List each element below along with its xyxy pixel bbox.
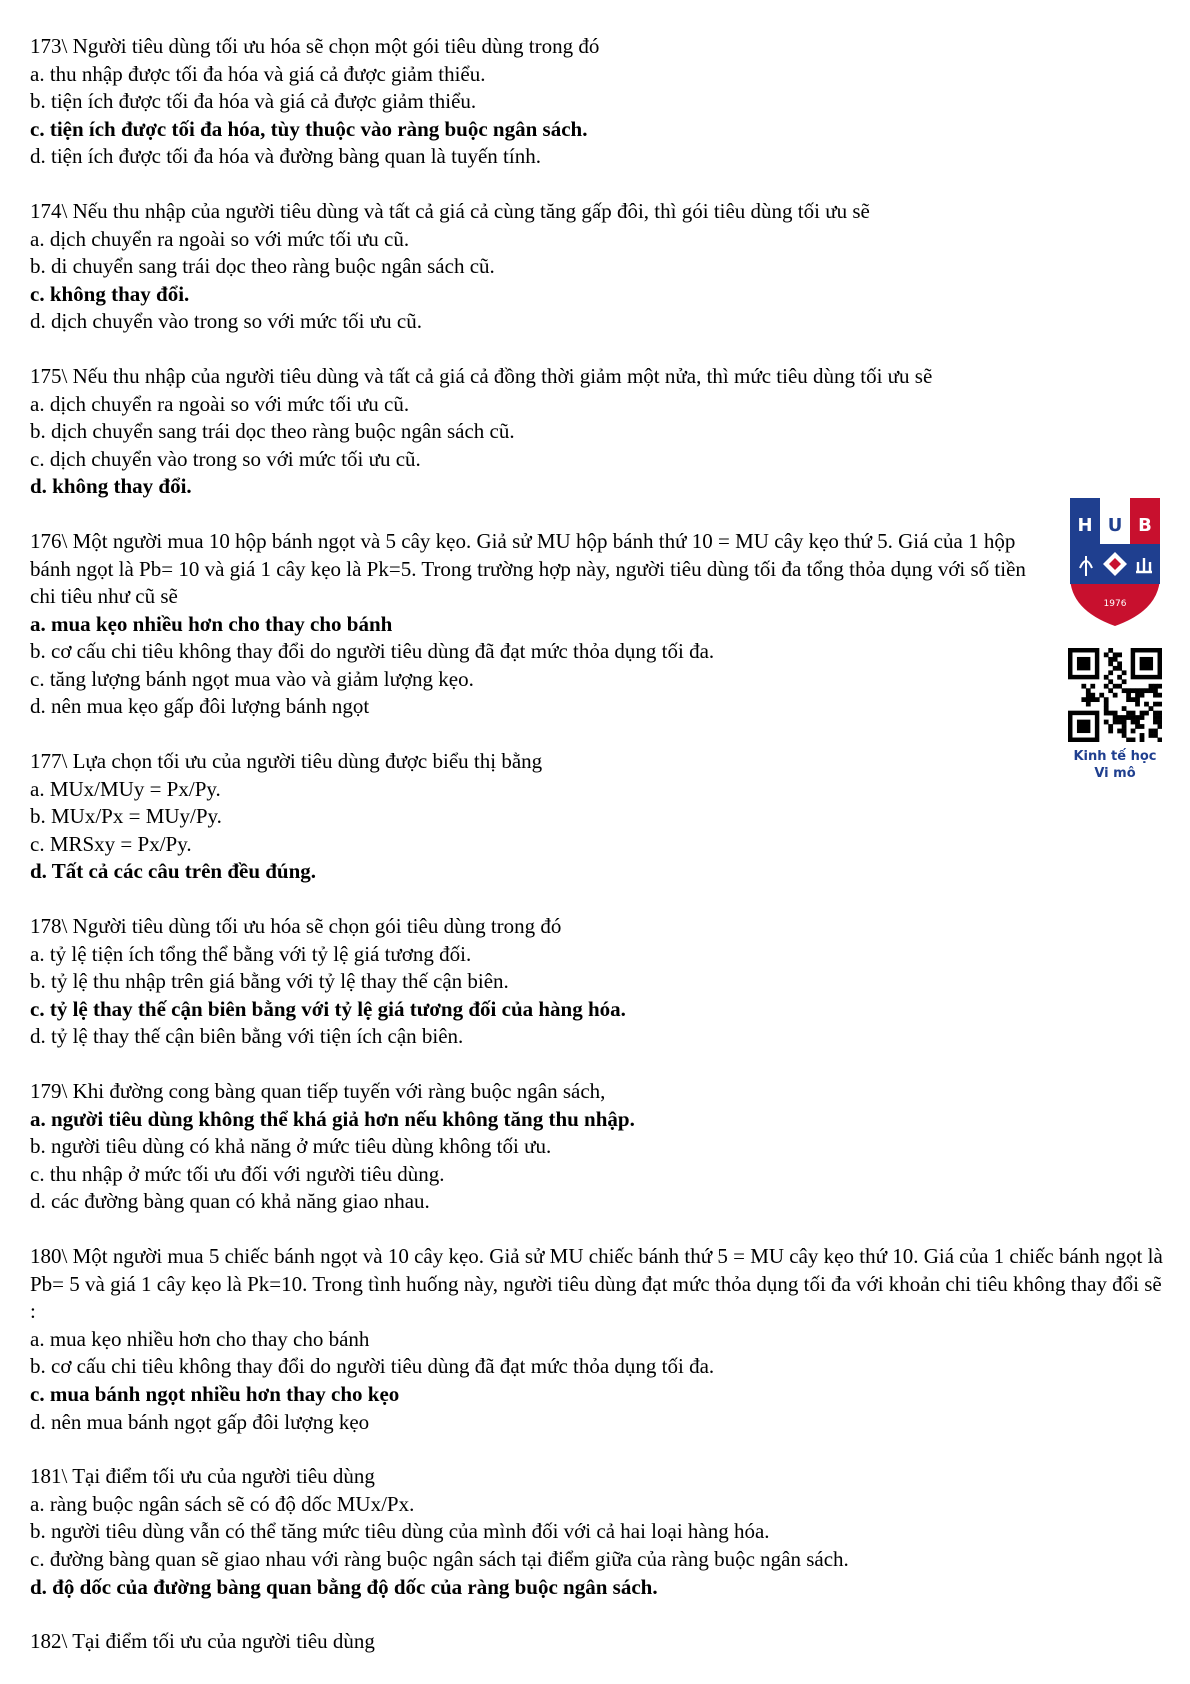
answer-option: c. tăng lượng bánh ngọt mua vào và giảm lượng kẹo. bbox=[30, 666, 474, 691]
question-block bbox=[30, 1628, 1170, 1656]
hub-badge bbox=[1060, 498, 1170, 782]
answer-option: c. thu nhập ở mức tối ưu đối với người tiêu dùng. bbox=[30, 1161, 445, 1186]
answer-option-correct: c. tỷ lệ thay thế cận biên bằng với tỷ lệ giá tương đối của hàng hóa. bbox=[30, 996, 626, 1021]
answer-option-correct: c. mua bánh ngọt nhiều hơn thay cho kẹo bbox=[30, 1381, 400, 1406]
answer-option: d. tỷ lệ thay thế cận biên bằng với tiện ích cận biên. bbox=[30, 1024, 464, 1049]
answer-option: b. cơ cấu chi tiêu không thay đổi do người tiêu dùng đã đạt mức thỏa dụng tối đa. bbox=[30, 1354, 715, 1379]
answer-option: d. nên mua bánh ngọt gấp đôi lượng kẹo bbox=[30, 1409, 370, 1434]
answer-option-correct: c. tiện ích được tối đa hóa, tùy thuộc vào ràng buộc ngân sách. bbox=[30, 116, 588, 141]
logo-year: 1976 bbox=[1103, 599, 1127, 609]
question-block bbox=[30, 198, 1170, 336]
question-block bbox=[30, 913, 1170, 1051]
answer-option: b. MUx/Px = MUy/Py. bbox=[30, 804, 222, 829]
answer-option-correct: d. độ dốc của đường bàng quan bằng độ dốc của ràng buộc ngân sách. bbox=[30, 1574, 658, 1599]
question-block bbox=[30, 1078, 1170, 1216]
answer-option: a. thu nhập được tối đa hóa và giá cả được giảm thiểu. bbox=[30, 61, 486, 86]
question-stem: 174\ Nếu thu nhập của người tiêu dùng và tất cả giá cả cùng tăng gấp đôi, thì gói tiêu dùng tối ưu sẽ bbox=[30, 198, 870, 223]
answer-option: a. ràng buộc ngân sách sẽ có độ dốc MUx/Px. bbox=[30, 1491, 415, 1516]
question-stem: 181\ Tại điểm tối ưu của người tiêu dùng bbox=[30, 1464, 375, 1489]
answer-option: b. tiện ích được tối đa hóa và giá cả được giảm thiểu. bbox=[30, 89, 477, 114]
answer-option: c. dịch chuyển vào trong so với mức tối ưu cũ. bbox=[30, 446, 421, 471]
answer-option: c. MRSxy = Px/Py. bbox=[30, 831, 192, 856]
question-block bbox=[30, 1463, 1170, 1601]
answer-option: a. dịch chuyển ra ngoài so với mức tối ưu cũ. bbox=[30, 226, 410, 251]
answer-option: c. đường bàng quan sẽ giao nhau với ràng buộc ngân sách tại điểm giữa của ràng buộc ngân sách. bbox=[30, 1546, 849, 1571]
question-stem: 182\ Tại điểm tối ưu của người tiêu dùng bbox=[30, 1629, 375, 1654]
answer-option: b. di chuyển sang trái dọc theo ràng buộc ngân sách cũ. bbox=[30, 254, 495, 279]
qr-code-icon bbox=[1068, 648, 1162, 742]
question-stem: 180\ Một người mua 5 chiếc bánh ngọt và 10 cây kẹo. Giả sử MU chiếc bánh thứ 5 = MU cây kẹo thứ 10. Giá của 1 chiếc bánh ngọt là Pb= 5 và giá 1 cây kẹo là Pk=10. Trong tình huống này, người tiêu dùng đạt mức thỏa dụng tối đa với khoản chi tiêu không thay đổi sẽ : bbox=[30, 1243, 1163, 1324]
answer-option-correct: d. Tất cả các câu trên đều đúng. bbox=[30, 859, 317, 884]
question-stem: 173\ Người tiêu dùng tối ưu hóa sẽ chọn một gói tiêu dùng trong đó bbox=[30, 34, 600, 58]
logo-letter-u: U bbox=[1107, 515, 1123, 536]
answer-option: a. dịch chuyển ra ngoài so với mức tối ưu cũ. bbox=[30, 391, 410, 416]
answer-option: a. tỷ lệ tiện ích tổng thể bằng với tỷ lệ giá tương đối. bbox=[30, 941, 472, 966]
answer-option: b. dịch chuyển sang trái dọc theo ràng buộc ngân sách cũ. bbox=[30, 419, 515, 444]
question-stem: 178\ Người tiêu dùng tối ưu hóa sẽ chọn gói tiêu dùng trong đó bbox=[30, 914, 562, 939]
badge-caption-line1: Kinh tế học bbox=[1073, 749, 1157, 764]
answer-option-correct: a. mua kẹo nhiều hơn cho thay cho bánh bbox=[30, 611, 393, 636]
badge-caption-line2: Vi mô bbox=[1094, 766, 1136, 781]
question-block bbox=[30, 33, 1170, 171]
question-stem: 179\ Khi đường cong bàng quan tiếp tuyến với ràng buộc ngân sách, bbox=[30, 1079, 606, 1103]
answer-option-correct: a. người tiêu dùng không thể khá giả hơn nếu không tăng thu nhập. bbox=[30, 1106, 635, 1131]
answer-option-correct: d. không thay đổi. bbox=[30, 474, 192, 499]
answer-option: d. nên mua kẹo gấp đôi lượng bánh ngọt bbox=[30, 694, 370, 719]
answer-option: b. cơ cấu chi tiêu không thay đổi do người tiêu dùng đã đạt mức thỏa dụng tối đa. bbox=[30, 639, 715, 664]
answer-option: a. mua kẹo nhiều hơn cho thay cho bánh bbox=[30, 1326, 370, 1351]
answer-option: b. người tiêu dùng vẫn có thể tăng mức tiêu dùng của mình đối với cả hai loại hàng hóa. bbox=[30, 1519, 770, 1544]
question-block bbox=[30, 1243, 1170, 1436]
badge-caption bbox=[1060, 748, 1170, 782]
answer-option: d. tiện ích được tối đa hóa và đường bàng quan là tuyến tính. bbox=[30, 144, 541, 169]
question-block bbox=[30, 748, 1170, 886]
answer-option-correct: c. không thay đổi. bbox=[30, 281, 190, 306]
answer-option: b. tỷ lệ thu nhập trên giá bằng với tỷ lệ thay thế cận biên. bbox=[30, 969, 509, 994]
logo-letter-b: B bbox=[1138, 515, 1152, 536]
question-stem: 177\ Lựa chọn tối ưu của người tiêu dùng được biểu thị bằng bbox=[30, 749, 543, 774]
question-block bbox=[30, 363, 1170, 501]
question-stem: 176\ Một người mua 10 hộp bánh ngọt và 5 cây kẹo. Giả sử MU hộp bánh thứ 10 = MU cây kẹo thứ 5. Giá của 1 hộp bánh ngọt là Pb= 10 và giá 1 cây kẹo là Pk=5. Trong trường hợp này, người tiêu dùng tối đa tổng thỏa dụng với số tiền chi tiêu như cũ sẽ bbox=[30, 528, 1026, 609]
answer-option: a. MUx/MUy = Px/Py. bbox=[30, 776, 221, 801]
answer-option: d. dịch chuyển vào trong so với mức tối ưu cũ. bbox=[30, 309, 422, 334]
question-stem: 175\ Nếu thu nhập của người tiêu dùng và tất cả giá cả đồng thời giảm một nửa, thì mức tiêu dùng tối ưu sẽ bbox=[30, 363, 933, 388]
answer-option: b. người tiêu dùng có khả năng ở mức tiêu dùng không tối ưu. bbox=[30, 1134, 552, 1159]
document-body bbox=[30, 33, 1170, 1683]
question-block bbox=[30, 528, 1170, 721]
logo-letter-h: H bbox=[1077, 515, 1093, 536]
answer-option: d. các đường bàng quan có khả năng giao nhau. bbox=[30, 1189, 430, 1214]
hub-logo-shield-icon bbox=[1070, 498, 1160, 628]
